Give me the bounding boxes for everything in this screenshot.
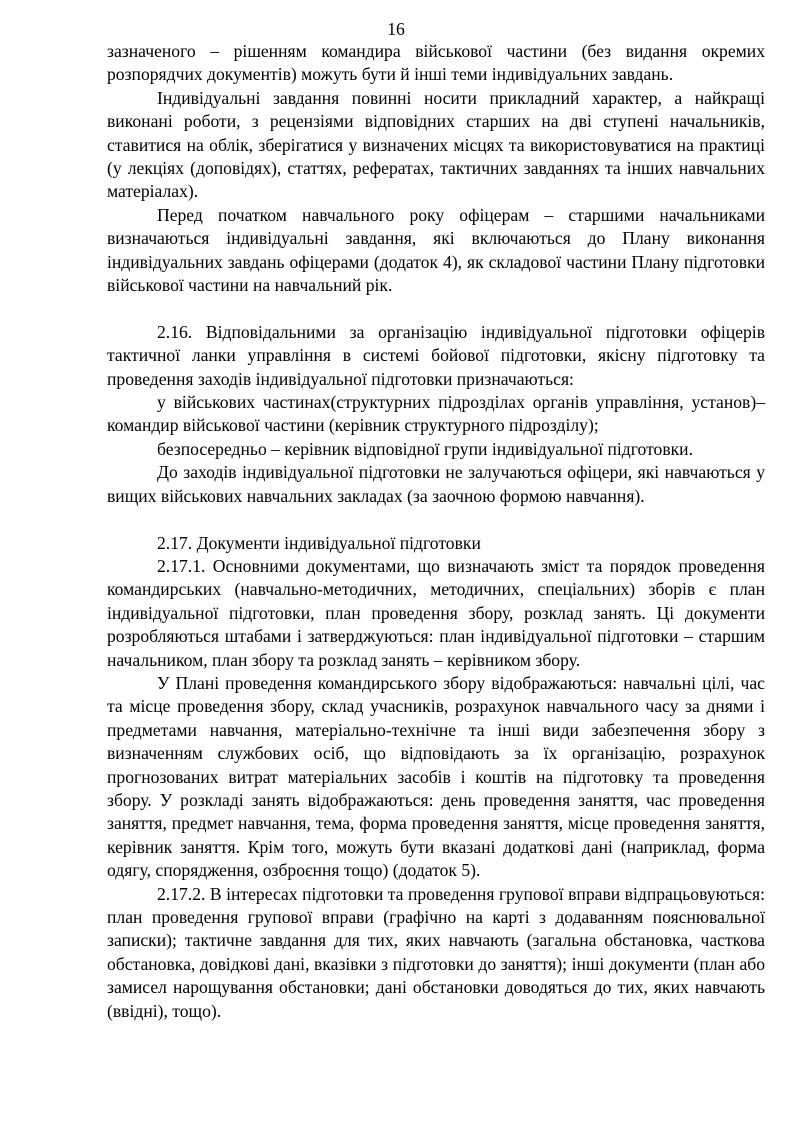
paragraph: У Плані проведення командирського збору відображаються: навчальні цілі, час та місце проведення збору, склад учасників, розрахунок навчального часу за днями і предметами навчання, матеріально-технічне та інші види забезпечення збору з визначенням службових осіб, що відповідають за їх організацію, розрахунок прогнозованих витрат матеріальних засобів і коштів на підготовку та проведення збору. У розкладі занять відображаються: день проведення заняття, час проведення заняття, предмет навчання, тема, форма проведення заняття, місце проведення заняття, керівник заняття. Крім того, можуть бути вказані додаткові дані (наприклад, форма одягу, спорядження, озброєння тощо) (додаток 5).: [107, 672, 765, 881]
section-paragraph: 2.17.1. Основними документами, що визначають зміст та порядок проведення командирських (навчально-методичних, методичних, спеціальних) зборів є план індивідуальної підготовки, план проведення збору, розклад занять. Ці документи розробляються штабами і затверджуються: план індивідуальної підготовки – старшим начальником, план збору та розклад занять – керівником збору.: [107, 555, 765, 670]
list-paragraph: у військових частинах(структурних підрозділах органів управління, установ)– командир військової частини (керівник структурного підрозділу);: [107, 392, 765, 436]
section-paragraph: 2.16. Відповідальними за організацію індивідуальної підготовки офіцерів тактичної ланки управління в системі бойової підготовки, якісну підготовку та проведення заходів індивідуальної підготовки призначаються:: [107, 321, 765, 389]
paragraph: Перед початком навчального року офіцерам – старшими начальниками визначаються індивідуальні завдання, які включаються до Плану виконання індивідуальних завдань офіцерами (додаток 4), як складової частини Плану підготовки військової частини на навчальний рік.: [107, 204, 765, 296]
section-heading: 2.17. Документи індивідуальної підготовки: [157, 532, 481, 553]
paragraph: До заходів індивідуальної підготовки не залучаються офіцери, які навчаються у вищих військових навчальних закладах (за заочною формою навчання).: [107, 462, 765, 506]
document-body: [107, 40, 765, 1023]
page-number: 16: [387, 19, 405, 39]
paragraph: Індивідуальні завдання повинні носити прикладний характер, а найкращі виконані роботи, з рецензіями відповідних старших на дві ступені начальників, ставитися на облік, зберігатися у визначених місцях та використовуватися на практиці (у лекціях (доповідях), статтях, рефератах, тактичних завданнях та інших навчальних матеріалах).: [107, 87, 765, 202]
list-paragraph: безпосередньо – керівник відповідної групи індивідуальної підготовки.: [157, 438, 693, 459]
paragraph-gap: [107, 508, 765, 531]
section-paragraph: 2.17.2. В інтересах підготовки та проведення групової вправи відпрацьовуються: план проведення групової вправи (графічно на карті з додаванням пояснювальної записки); тактичне завдання для тих, яких навчають (загальна обстановка, часткова обстановка, довідкові дані, вказівки з підготовки до заняття); інші документи (план або замисел нарощування обстановки; дані обстановки доводяться до тих, яких навчають (ввідні), тощо).: [107, 883, 765, 1021]
paragraph: зазначеного – рішенням командира військової частини (без видання окремих розпорядчих документів) можуть бути й інші теми індивідуальних завдань.: [107, 41, 765, 85]
paragraph-gap: [107, 297, 765, 320]
